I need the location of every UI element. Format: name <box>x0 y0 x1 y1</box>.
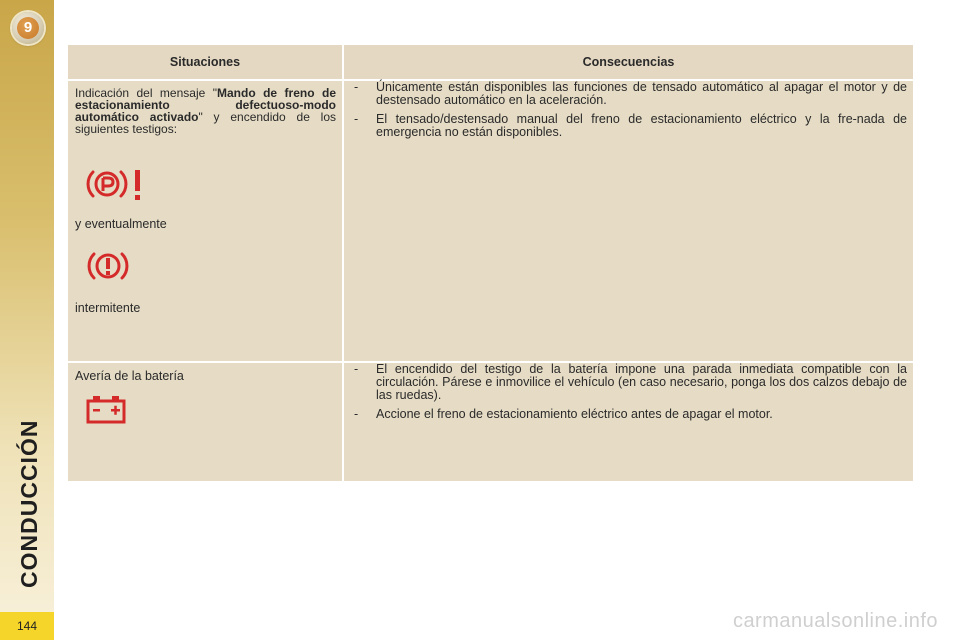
message-text: Mando de freno de estacionamiento defectuoso-modo automático activado <box>75 86 336 124</box>
chapter-sidebar <box>0 0 54 640</box>
table-row <box>68 80 914 362</box>
battery-warning-icon-svg <box>85 395 127 425</box>
situation-description <box>75 87 336 135</box>
consequences-list <box>354 81 907 139</box>
list-item <box>354 81 907 107</box>
brake-warning-icon-svg <box>85 249 131 283</box>
situation-cell <box>68 362 343 482</box>
chapter-badge <box>12 12 44 44</box>
consequence-text: El tensado/destensado manual del freno de estacionamiento eléctrico y la fre-nada de emergencia no están disponibles. <box>376 112 907 139</box>
intro-suffix: " y encendido de los siguientes testigos: <box>75 110 337 136</box>
bullet: - <box>354 362 359 376</box>
intro-prefix: Indicación del mensaje " <box>75 86 217 100</box>
consequence-text: Accione el freno de estacionamiento eléctrico antes de apagar el motor. <box>376 407 773 421</box>
list-item <box>354 363 907 402</box>
situation-description: Avería de la batería <box>75 369 184 383</box>
eventually-label: y eventualmente <box>75 217 167 231</box>
bullet: - <box>354 80 359 94</box>
consequence-text: Únicamente están disponibles las funciones de tensado automático al apagar el motor y de destensado automático en la aceleración. <box>376 80 907 107</box>
header-situations: Situaciones <box>68 45 343 80</box>
bullet: - <box>354 407 359 421</box>
watermark: carmanualsonline.info <box>732 610 938 632</box>
bullet: - <box>354 112 359 126</box>
table-row <box>68 362 914 482</box>
list-item <box>354 408 907 421</box>
chapter-number: 9 <box>17 17 39 39</box>
header-consequences: Consecuencias <box>343 45 914 80</box>
consequences-cell <box>343 362 914 482</box>
parking-brake-warning-icon-svg <box>85 167 151 203</box>
flashing-label: intermitente <box>75 301 141 315</box>
chapter-title: CONDUCCIÓN <box>16 419 42 588</box>
situation-cell <box>68 80 343 362</box>
brake-warning-icon <box>85 249 336 283</box>
consequences-cell <box>343 80 914 362</box>
battery-warning-icon <box>85 395 336 425</box>
page-number: 144 <box>0 612 54 640</box>
consequences-list <box>354 363 907 421</box>
table-header-row <box>68 45 914 80</box>
situations-table <box>68 45 915 483</box>
list-item <box>354 113 907 139</box>
parking-brake-warning-icon <box>85 167 336 203</box>
consequence-text: El encendido del testigo de la batería impone una parada inmediata compatible con la circulación. Párese e inmovilice el vehículo (en caso necesario, ponga los dos calzos debajo de las ruedas). <box>376 362 907 402</box>
